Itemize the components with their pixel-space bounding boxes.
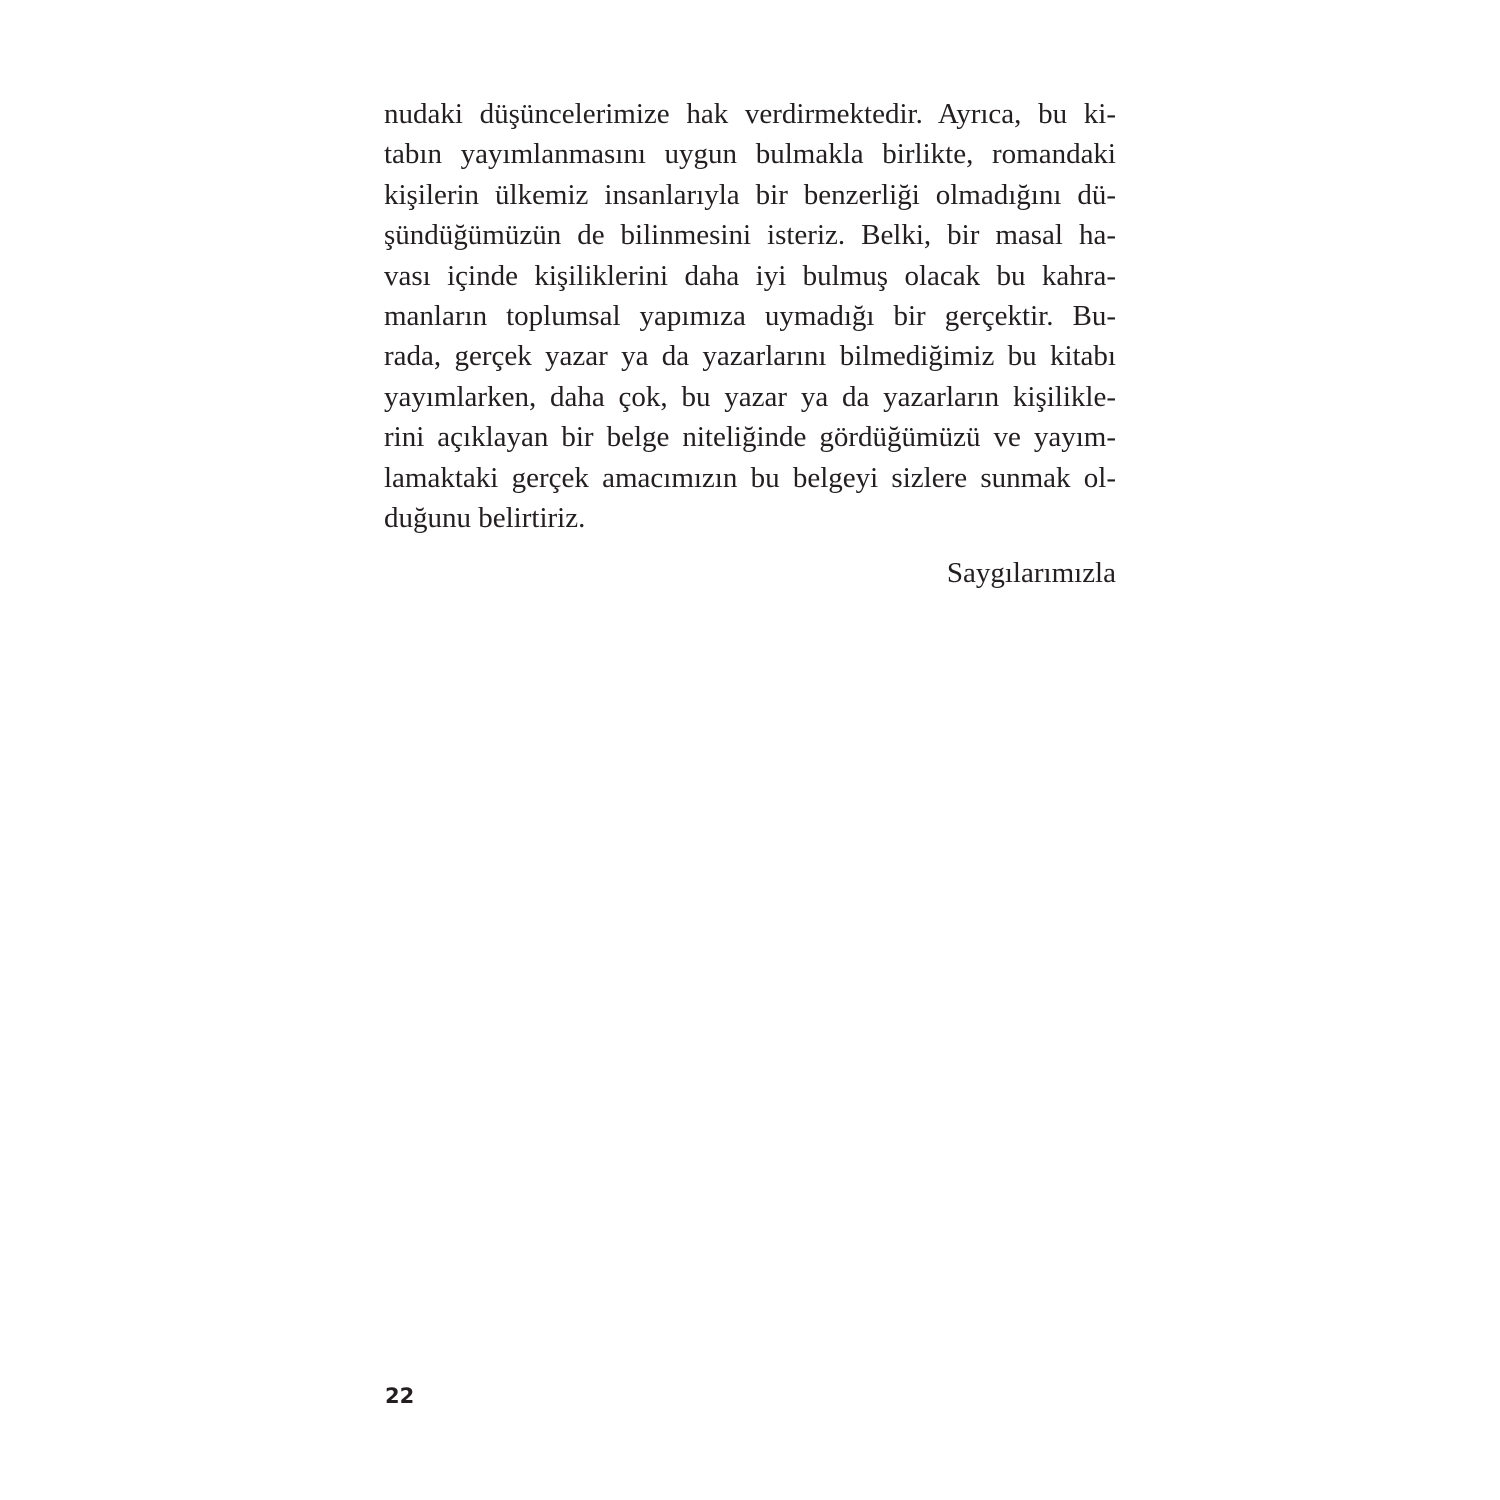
text-line: kişilerin ülkemiz insanlarıyla bir benzerliği olmadığını dü-	[384, 178, 1116, 211]
text-line: vası içinde kişiliklerini daha iyi bulmuş olacak bu kahra-	[384, 259, 1116, 292]
text-line: rini açıklayan bir belge niteliğinde gördüğümüzü ve yayım-	[384, 421, 1116, 454]
text-line: nudaki düşüncelerimize hak verdirmektedir. Ayrıca, bu ki-	[384, 98, 1116, 130]
signoff: Saygılarımızla	[946, 557, 1116, 589]
text-line: şündüğümüzün de bilinmesini isteriz. Belki, bir masal ha-	[384, 219, 1116, 252]
text-line: duğunu belirtiriz.	[384, 501, 586, 534]
text-line: tabın yayımlanmasını uygun bulmakla birlikte, romandaki	[384, 138, 1116, 171]
page-number: 22	[385, 1384, 415, 1408]
body-paragraph	[384, 94, 1116, 538]
text-line: lamaktaki gerçek amacımızın bu belgeyi sizlere sunmak ol-	[384, 461, 1116, 494]
text-line: manların toplumsal yapımıza uymadığı bir gerçektir. Bu-	[384, 299, 1116, 332]
text-line: yayımlarken, daha çok, bu yazar ya da yazarların kişilikle-	[384, 380, 1116, 413]
text-line: rada, gerçek yazar ya da yazarlarını bilmediğimiz bu kitabı	[384, 340, 1116, 373]
